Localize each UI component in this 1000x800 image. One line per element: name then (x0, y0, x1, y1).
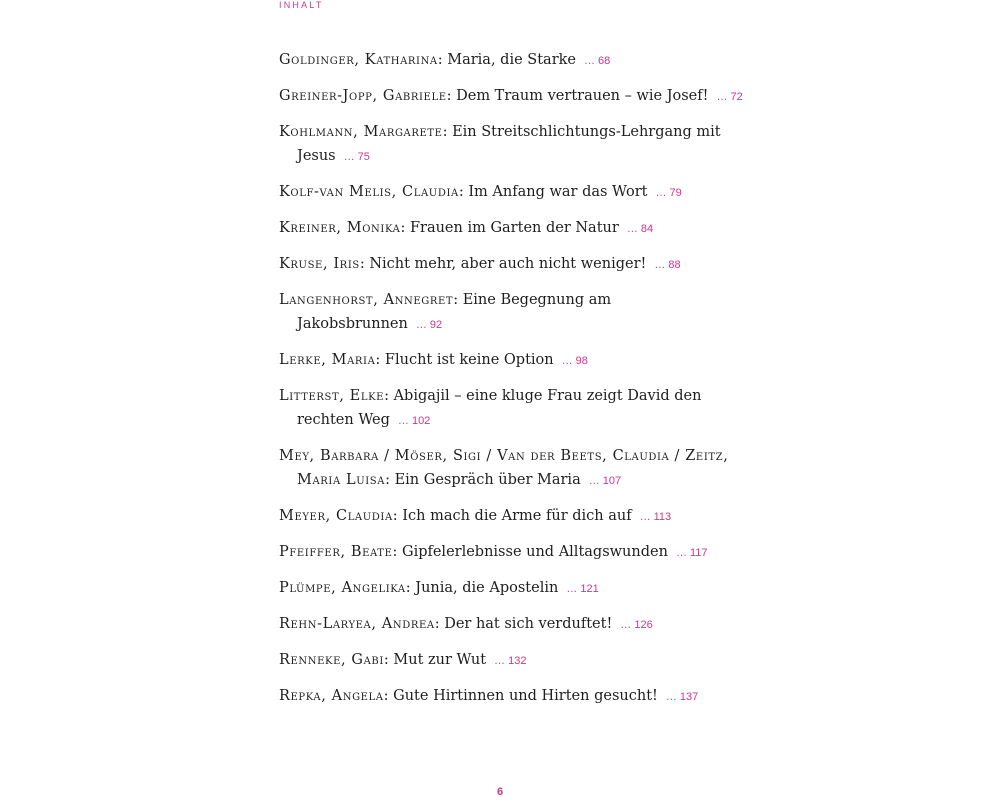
entry-author: Mey, Barbara / Möser, Sigi / Van der Beets, Claudia / Zeitz, Maria Luisa (279, 448, 729, 488)
entry-author: Plümpe, Angelika (279, 580, 406, 596)
toc-entry: Greiner-Jopp, Gabriele: Dem Traum vertrauen – wie Josef! … 72 (279, 88, 743, 104)
entry-page: … 117 (675, 547, 708, 559)
entry-page: … 75 (343, 151, 370, 163)
entry-page: … 107 (588, 475, 622, 487)
toc-entry: Rehn-Laryea, Andrea: Der hat sich verduftet! … 126 (279, 616, 653, 632)
entry-title: Nicht mehr, aber auch nicht weniger! (369, 256, 647, 272)
entry-author: Rehn-Laryea, Andrea (279, 616, 435, 632)
entry-page: … 88 (654, 259, 681, 271)
entry-title: Im Anfang war das Wort (468, 184, 648, 200)
entry-author: Greiner-Jopp, Gabriele (279, 88, 447, 104)
entry-title: Ein Gespräch über Maria (394, 472, 581, 488)
entry-author: Kolf-van Melis, Claudia (279, 184, 459, 200)
entry-page: … 92 (415, 319, 443, 331)
entry-title: Mut zur Wut (393, 652, 487, 668)
entry-page: … 72 (716, 91, 743, 103)
entry-page: … 132 (494, 655, 527, 667)
toc-entry: Pfeiffer, Beate: Gipfelerlebnisse und Alltagswunden … 117 (279, 544, 708, 560)
toc-entry: Goldinger, Katharina: Maria, die Starke … 68 (279, 52, 611, 68)
toc-entry: Kruse, Iris: Nicht mehr, aber auch nicht weniger! … 88 (279, 256, 681, 272)
entry-page: … 137 (665, 691, 699, 703)
entry-title: Gute Hirtinnen und Hirten gesucht! (393, 688, 658, 704)
entry-page: … 68 (584, 55, 611, 67)
entry-author: Kohlmann, Margarete (279, 124, 443, 140)
entry-author: Kreiner, Monika (279, 220, 401, 236)
toc-entry: Meyer, Claudia: Ich mach die Arme für dich auf … 113 (279, 508, 672, 524)
toc-entry: Repka, Angela: Gute Hirtinnen und Hirten gesucht! … 137 (279, 688, 699, 704)
entry-author: Lerke, Maria (279, 352, 376, 368)
entry-title: Dem Traum vertrauen – wie Josef! (456, 88, 709, 104)
table-of-contents (279, 48, 749, 720)
entry-page: … 121 (566, 583, 599, 595)
entry-author: Litterst, Elke (279, 388, 385, 404)
entry-page: … 126 (620, 619, 653, 631)
entry-page: … 79 (655, 187, 682, 199)
entry-title: Ein Streitschlichtungs-Lehrgang mit Jesus (297, 124, 721, 164)
entry-title: Frauen im Garten der Natur (409, 220, 619, 236)
entry-page: … 98 (561, 355, 588, 367)
page-number: 6 (496, 786, 504, 798)
toc-entry: Langenhorst, Annegret: Eine Begegnung am Jakobsbrunnen … 92 (279, 292, 612, 332)
entry-page: … 113 (639, 511, 672, 523)
entry-author: Pfeiffer, Beate (279, 544, 393, 560)
entry-page: … 84 (626, 223, 654, 235)
entry-title: Gipfelerlebnisse und Alltagswunden (401, 544, 668, 560)
entry-title: Ich mach die Arme für dich auf (402, 508, 632, 524)
entry-title: Flucht ist keine Option (384, 352, 554, 368)
toc-entry: Litterst, Elke: Abigajil – eine kluge Frau zeigt David den rechten Weg … 102 (279, 388, 702, 428)
entry-author: Kruse, Iris (279, 256, 360, 272)
toc-entry: Kohlmann, Margarete: Ein Streitschlichtungs-Lehrgang mit Jesus … 75 (279, 124, 721, 164)
entry-title: Eine Begegnung am Jakobsbrunnen (297, 292, 612, 332)
entry-author: Repka, Angela (279, 688, 384, 704)
toc-entry: Kreiner, Monika: Frauen im Garten der Natur … 84 (279, 220, 654, 236)
entry-title: Maria, die Starke (447, 52, 576, 68)
entry-author: Goldinger, Katharina (279, 52, 438, 68)
toc-entry: Mey, Barbara / Möser, Sigi / Van der Beets, Claudia / Zeitz, Maria Luisa: Ein Gespräch über Maria … 107 (279, 448, 729, 488)
entry-title: Junia, die Apostelin (415, 580, 559, 596)
entry-title: Abigajil – eine kluge Frau zeigt David den rechten Weg (297, 388, 702, 428)
entry-title: Der hat sich verduftet! (444, 616, 613, 632)
toc-entry: Lerke, Maria: Flucht ist keine Option … 98 (279, 352, 588, 368)
entry-page: … 102 (397, 415, 431, 427)
entry-author: Meyer, Claudia (279, 508, 393, 524)
entry-author: Langenhorst, Annegret (279, 292, 454, 308)
toc-entry: Kolf-van Melis, Claudia: Im Anfang war das Wort … 79 (279, 184, 682, 200)
toc-entry: Plümpe, Angelika: Junia, die Apostelin … 121 (279, 580, 599, 596)
toc-entry: Renneke, Gabi: Mut zur Wut … 132 (279, 652, 527, 668)
entry-author: Renneke, Gabi (279, 652, 384, 668)
section-header: INHALT (279, 0, 324, 10)
